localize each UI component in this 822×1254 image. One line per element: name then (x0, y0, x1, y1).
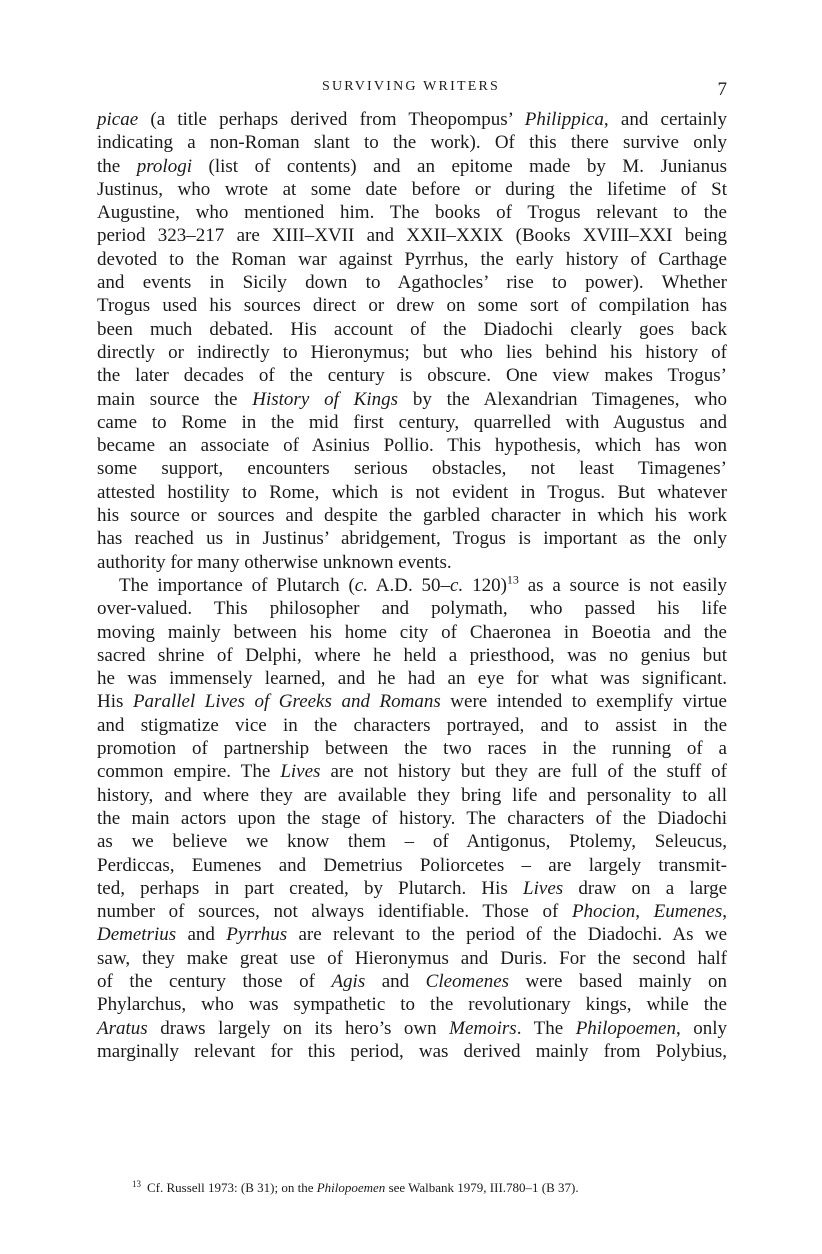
text-line: His Parallel Lives of Greeks and Romans were intended to exemplify virtue (97, 691, 727, 713)
footnote-mark: 13 (132, 1179, 141, 1189)
text-line: and stigmatize vice in the characters portrayed, and to assist in the (97, 714, 727, 736)
text-line: directly or indirectly to Hieronymus; but who lies behind his history of (97, 341, 727, 363)
body-text (97, 108, 727, 1063)
text-line: history, and where they are available they bring life and personality to all (97, 784, 727, 806)
text-line: number of sources, not always identifiable. Those of Phocion, Eumenes, (97, 901, 727, 923)
footnote-title: Philopoemen (316, 1180, 386, 1195)
text-line: some support, encounters serious obstacles, not least Timagenes’ (97, 458, 727, 480)
text-line: came to Rome in the mid first century, quarrelled with Augustus and (97, 411, 727, 433)
page-number: 7 (717, 79, 727, 100)
text-line: picae (a title perhaps derived from Theopompus’ Philippica, and certainly (97, 109, 727, 130)
footnote-text: Cf. Russell 1973: (B 31); on the (147, 1180, 317, 1195)
paragraph-plutarch (97, 574, 727, 1063)
text-line: the main actors upon the stage of history. The characters of the Diadochi (97, 807, 727, 829)
text-line: Phylarchus, who was sympathetic to the revolutionary kings, while the (97, 994, 727, 1016)
text-line: Justinus, who wrote at some date before or during the lifetime of St (97, 178, 727, 200)
text-line: Trogus used his sources direct or drew on some sort of compilation has (97, 295, 727, 317)
text-line: Perdiccas, Eumenes and Demetrius Poliorcetes – are largely transmit- (97, 854, 727, 876)
footnote-reference: 13 (506, 572, 519, 587)
footnote (132, 1175, 732, 1197)
text-line: he was immensely learned, and he had an eye for what was significant. (97, 668, 727, 690)
text-line: devoted to the Roman war against Pyrrhus, the early history of Carthage (97, 248, 727, 270)
text-line: ted, perhaps in part created, by Plutarch. His Lives draw on a large (97, 877, 728, 899)
text-line: attested hostility to Rome, which is not evident in Trogus. But whatever (97, 481, 727, 503)
text-line: been much debated. His account of the Diadochi clearly goes back (97, 318, 727, 340)
text-line: main source the History of Kings by the Alexandrian Timagenes, who (97, 388, 727, 410)
text-line: has reached us in Justinus’ abridgement, Trogus is important as the only (97, 528, 727, 550)
page-header (0, 79, 822, 103)
footnote-text: see Walbank 1979, III.780–1 (B 37). (385, 1180, 579, 1195)
text-line: his source or sources and despite the garbled character in which his work (97, 505, 727, 527)
text-line: sacred shrine of Delphi, where he held a priesthood, was no genius but (97, 644, 727, 666)
text-line: as we believe we know them – of Antigonus, Ptolemy, Seleucus, (97, 831, 727, 853)
text-line: and events in Sicily down to Agathocles’ rise to power). Whether (97, 272, 727, 294)
paragraph-trogus (97, 108, 727, 574)
text-line: period 323–217 are XIII–XVII and XXII–XXIX (Books XVIII–XXI being (97, 225, 727, 247)
text-line: Augustine, who mentioned him. The books of Trogus relevant to the (97, 202, 727, 224)
text-line: over-valued. This philosopher and polymath, who passed his life (97, 598, 727, 620)
text-line: of the century those of Agis and Cleomenes were based mainly on (97, 970, 727, 992)
text-line: The importance of Plutarch (c. A.D. 50–c. 120)$^{13}$ as a source is not easily (119, 572, 727, 596)
text-line: the later decades of the century is obscure. One view makes Trogus’ (97, 365, 727, 387)
text-line: became an associate of Asinius Pollio. This hypothesis, which has won (97, 435, 727, 457)
text-line: Demetrius and Pyrrhus are relevant to the period of the Diadochi. As we (97, 924, 727, 946)
text-line: common empire. The Lives are not history but they are full of the stuff of (97, 761, 728, 783)
text-line: marginally relevant for this period, was derived mainly from Polybius, (97, 1040, 727, 1062)
running-title: SURVIVING WRITERS (322, 79, 500, 94)
text-line: the prologi (list of contents) and an epitome made by M. Junianus (97, 155, 727, 177)
text-line: saw, they make great use of Hieronymus and Duris. For the second half (97, 947, 727, 969)
text-line: indicating a non-Roman slant to the work). Of this there survive only (97, 132, 727, 154)
text-line: Aratus draws largely on its hero’s own Memoirs. The Philopoemen, only (97, 1017, 727, 1039)
text-line: authority for many otherwise unknown events. (97, 551, 452, 573)
text-line: moving mainly between his home city of Chaeronea in Boeotia and the (97, 621, 727, 643)
text-line: promotion of partnership between the two races in the running of a (97, 738, 727, 760)
